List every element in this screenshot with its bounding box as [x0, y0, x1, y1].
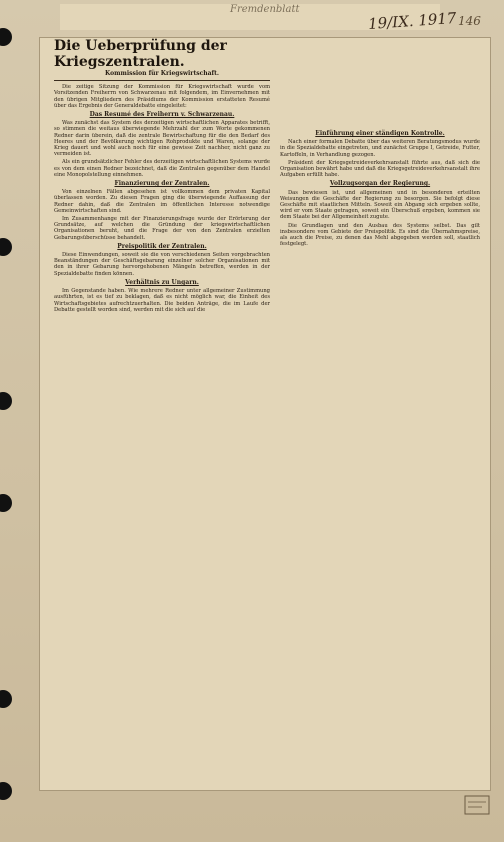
punch-hole [0, 392, 12, 410]
section-heading: Das Resumé des Freiherrn v. Schwarzenau. [89, 111, 235, 119]
paragraph: Das bewiesen ist, und allgemeinen und in besonderen erteilten Weisungen die Geschäfte der Regierung zu besorgen. Sie befolgt diese Geschäfte mit staatlichen Mitteln. Soweit ein Abgang sich ergeben sollte, wird er vom Staate getragen, soweit ein Überschuß ergeben, kommen sie dem Staate bei der Allgemeinheit zugute. [280, 189, 480, 221]
paragraph: Diese Einwendungen, soweit sie die von verschiedenen Seiten vorgebrachten Beanständungen der Geschäftsgebarung einzelner solcher Organisationen mit den in ihrer Gebarung hervorgehobenen Mängeln betreffen, werden in der Spezialdebatte finden können. [54, 252, 270, 277]
paragraph: Nach einer formalen Debatte über das weiteren Beratungsmodus wurde in die Spezialdebatte eingetreten, und zunächst Gruppe I, Getreide, Futter, Kartoffeln, in Verhandlung gezogen. [280, 139, 480, 158]
punch-hole [0, 238, 12, 256]
article-headline: Die Ueberprüfung der Kriegszentralen. [54, 38, 227, 70]
handwritten-date: 19/IX. 1917 [367, 8, 457, 34]
paragraph: Von einzelnen Fällen abgesehen ist vollkommen dem privaten Kapital überlassen worden. Zu diesen Fragen ging die überwiegende Auffassung der Redner dahin, daß die Zentralen im öffentlichen Interesse notwendige Gemeinwirtschaften sind. [54, 189, 270, 214]
section-heading: Verhältnis zu Ungarn. [125, 278, 199, 286]
section-heading: Vollzugsorgan der Regierung. [329, 180, 431, 188]
punch-hole [0, 494, 12, 512]
paragraph: Was zunächst das System des derzeitigen wirtschaftlichen Apparates betrifft, so stimmen die weitaus überwiegende Mehrzahl der zum Worte gekommenen Redner darin überein, daß die zentrale Bewirtschaftung für die den Bedarf des Heeres und der Bevölkerung wichtigen Rohprodukte und Waren, solange der Krieg dauert und wohl auch noch für eine gewisse Zeit nachher, nicht ganz zu vermeiden ist. [54, 120, 270, 158]
section-heading: Finanzierung der Zentralen. [114, 180, 210, 188]
paragraph: Im Gegenstande haben. Wie mehrere Redner unter allgemeiner Zustimmung ausführten, ist es tief zu beklagen, daß es nicht möglich war, die Einheit des Wirtschaftsgebietes aufrechtzuerhalten. Die beiden Anträge, die im Laufe der Debatte gestellt worden sind, werden mit die sich auf die [54, 288, 270, 313]
paragraph: Die zeitige Sitzung der Kommission für Kriegswirtschaft wurde vom Vorsitzenden Freiherrn von Schwarzenau mit folgendem, im Einvernehmen mit den übrigen Mitgliedern des Präsidiums der Kommission erstatteten Resumé über das Ergebnis der Generaldebatte eingeleitet: [54, 84, 270, 109]
article-column-left [54, 38, 270, 782]
punch-hole [0, 782, 12, 800]
punch-hole [0, 690, 12, 708]
paragraph: Als ein grundsätzlicher Fehler des derzeitigen wirtschaftlichen Systems wurde es von dem einen Redner bezeichnet, daß die Zentralen gegenüber dem Handel eine Monopolstellung einnehmen. [54, 159, 270, 178]
newspaper-source: Fremdenblatt [230, 4, 300, 15]
article-column-right [280, 128, 480, 598]
divider [54, 80, 270, 81]
punch-hole [0, 28, 12, 46]
paragraph: Präsident der Kriegsgetreideverkehrsanstalt führte aus, daß sich die Organisation bewährt habe und daß die Kriegsgetreideverkehrsanstalt ihre Aufgaben erfüllt habe. [280, 159, 480, 179]
archive-stamp-icon [464, 795, 490, 815]
paragraph: Im Zusammenhange mit der Finanzierungsfrage wurde der Erörterung der Grundsätze, auf welchen die Gründung der kriegswirtschaftlichen Organisationen beruht, und die Frage der von den Zentralen erzielten Gebarungsüberschüsse behandelt. [54, 216, 270, 241]
handwritten-number: 146 [458, 14, 481, 28]
article-subheadline: Kommission für Kriegswirtschaft. [105, 70, 219, 77]
paragraph: Die Grundlagen und den Ausbau des Systems selbst. Das gilt insbesondere vom Gebiete der Preispolitik. Es sind die Übernahmspreise, als auch die Preise, zu denen das Mehl abgegeben werden soll, staatlich festgelegt. [280, 222, 480, 248]
section-heading: Preispolitik der Zentralen. [117, 242, 207, 250]
section-heading: Einführung einer ständigen Kontrolle. [315, 130, 445, 137]
